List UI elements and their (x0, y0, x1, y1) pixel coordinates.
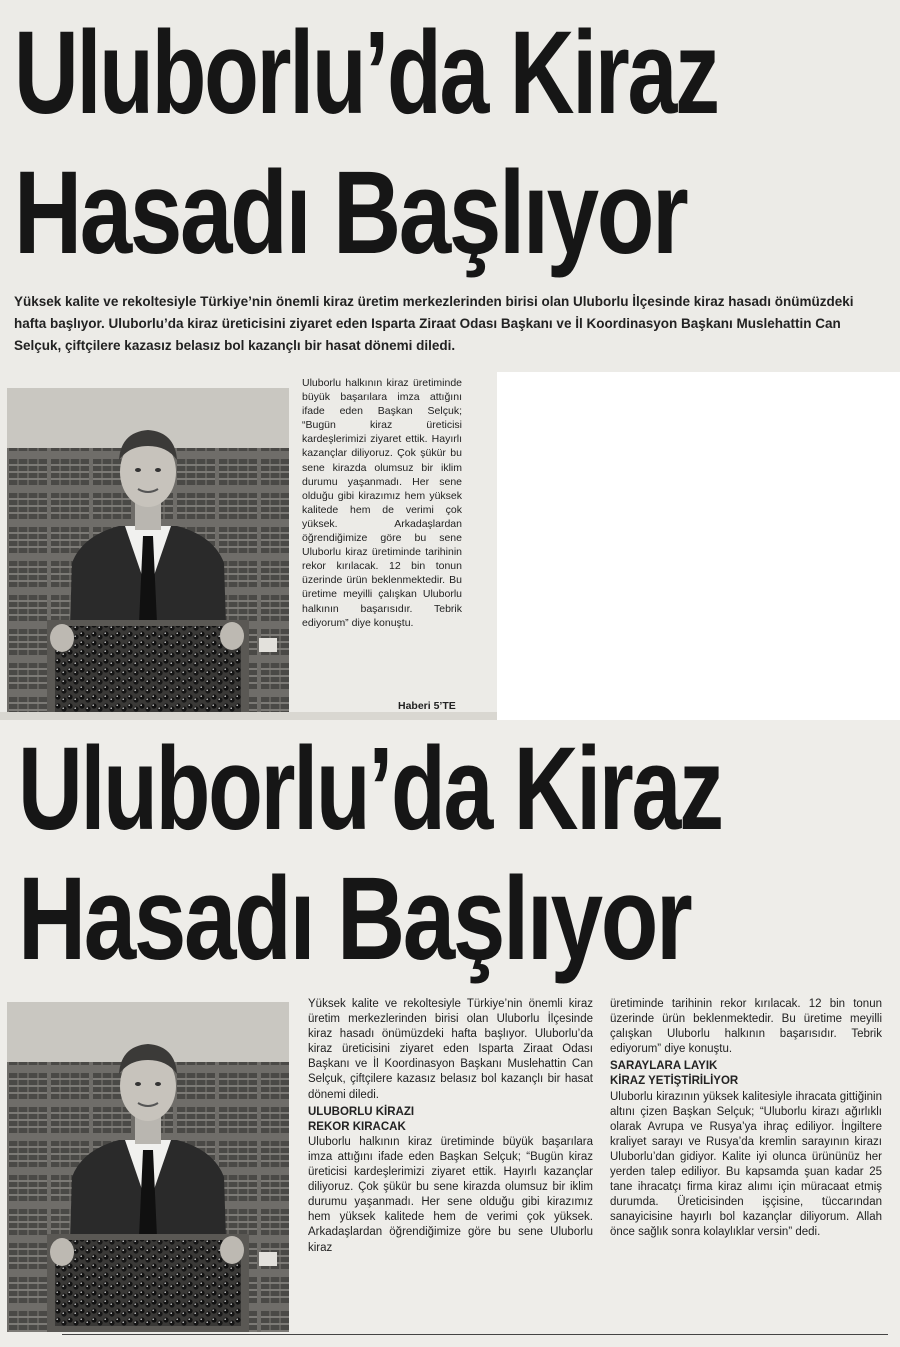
clipping-top (0, 0, 900, 372)
subheading-1-line-2: REKOR KIRACAK (308, 1120, 406, 1133)
body-column (302, 376, 462, 630)
jump-reference: Haberi 5’TE (398, 700, 456, 712)
body-column-2 (610, 997, 882, 1241)
clip-edge (0, 712, 497, 720)
headline-line-1: Uluborlu’da Kiraz (18, 723, 722, 855)
intro-text: Yüksek kalite ve rekoltesiyle Türkiye’nin önemli kiraz üretim merkezlerinden birisi olan Uluborlu İlçesinde kiraz hasadı önümüzdeki hafta başlıyor. Uluborlu’da kiraz üreticisini ziyaret eden Isparta Ziraat Odası Başkanı ve İl Koordinasyon Başkanı Muslehattin Can Selçuk, çiftçilere kazasız belasız bol kazançlı bir hasat dönemi diledi. (308, 998, 593, 1101)
headline-line-2: Hasadı Başlıyor (14, 147, 687, 279)
subheading-1-line-1: ULUBORLU KİRAZI (308, 1105, 415, 1118)
photo-man-with-cherries (7, 1002, 289, 1332)
headline-line-1: Uluborlu’da Kiraz (14, 7, 718, 139)
bottom-rule (62, 1334, 888, 1335)
clipping-top-body (0, 372, 497, 720)
subheading-2-line-2: KİRAZ YETİŞTİRİLİYOR (610, 1075, 739, 1088)
subheading-2-line-1: SARAYLARA LAYIK (610, 1060, 718, 1073)
body-text-1: Uluborlu halkının kiraz üretiminde büyük başarılara imza attığını ifade eden Başkan Selçuk; “Bugün kiraz üreticisi kardeşlerimizi ziyaret ettik. Hayırlı kazançlar diliyoruz. Çok şükür bu sene kirazda olumsuz bir iklim durumu yaşanmadı. Her sene olduğu gibi kirazımız hem yüksek kalitede hem de verimi çok yüksek. Arkadaşlardan öğrendiğimize göre bu sene Uluborlu kiraz (308, 1135, 593, 1254)
headline-line-2: Hasadı Başlıyor (18, 853, 691, 985)
clipping-bottom (0, 720, 900, 1347)
continued-text: üretiminde tarihinin rekor kırılacak. 12 bin tonun üzerinde ürün beklenmektedir. Bu üretime meyilli çalışkan Uluborlu halkının başarısıdır. Tebrik ediyorum” diye konuştu. (610, 998, 882, 1056)
lead-paragraph: Yüksek kalite ve rekoltesiyle Türkiye’nin önemli kiraz üretim merkezlerinden birisi olan Uluborlu İlçesinde kiraz hasadı önümüzdeki hafta başlıyor. Uluborlu’da kiraz üreticisini ziyaret eden Isparta Ziraat Odası Başkanı ve İl Koordinasyon Başkanı Muslehattin Can Selçuk, çiftçilere kazasız belasız bol kazançlı bir hasat dönemi diledi. (14, 294, 854, 353)
body-column-1 (308, 997, 593, 1256)
photo-man-with-cherries (7, 388, 289, 718)
body-text: Uluborlu halkının kiraz üretiminde büyük başarılara imza attığını ifade eden Başkan Selçuk; “Bugün kiraz üreticisi kardeşlerimizi ziyaret ettik. Hayırlı kazançlar diliyoruz. Çok şükür bu sene kirazda olumsuz bir iklim durumu yaşanmadı. Her sene olduğu gibi kirazımız hem yüksek kalitede hem de verimi çok yüksek. Arkadaşlardan öğrendiğimize göre bu sene Uluborlu kiraz üretiminde tarihinin rekor kırılacak. 12 bin tonun üzerinde ürün beklenmektedir. Bu üretime meyilli çalışkan Uluborlu halkının başarısıdır. Tebrik ediyorum” diye konuştu. (302, 377, 462, 629)
body-text-2: Uluborlu kirazının yüksek kalitesiyle ihracata gittiğinin altını çizen Başkan Selçuk; “Uluborlu kirazı ağırlıklı olarak Avrupa ve Rusya’ya ihraç ediliyor. İngiltere kraliyet sarayı ve Rusya’da kremlin sarayının kirazı Uluborlu’dan gidiyor. Kalite iyi olunca ürününüz her yerden talep ediliyor. Bu kapsamda şuan kadar 25 tane ihracatçı firma kiraz alımı için müracaat etmiş durumda. Üreticisinden işçisine, tüccarından sanayicisine hayırlı bol kazançlar diliyorum. Allah önce sağlık sonra kolaylıklar versin” dedi. (610, 1090, 882, 1239)
